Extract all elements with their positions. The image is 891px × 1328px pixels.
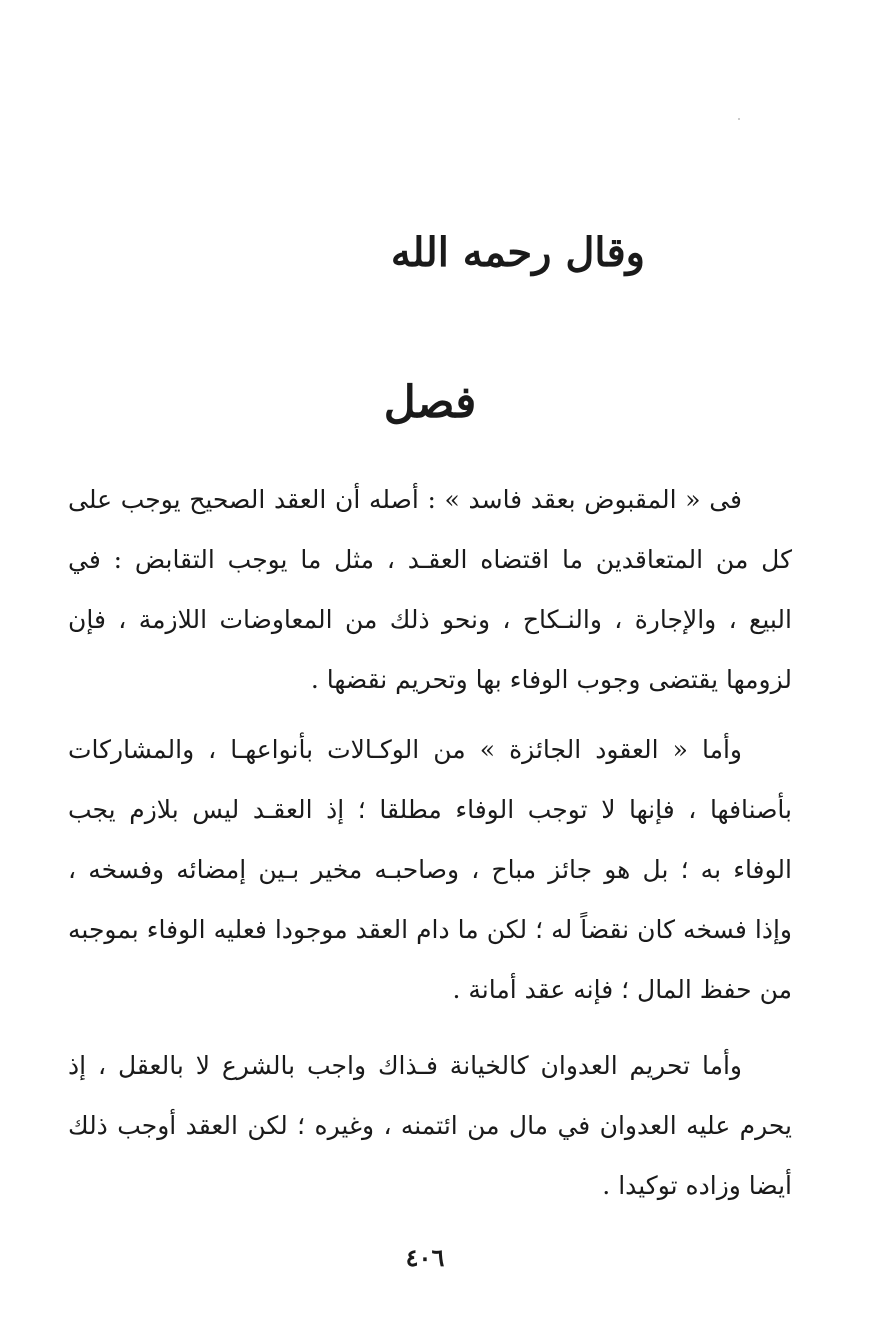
paragraph-line: كل من المتعاقدين ما اقتضاه العقـد ، مثل ما يوجب التقابض : في (68, 545, 792, 574)
scan-speck (738, 118, 740, 120)
paragraph-line: يحرم عليه العدوان في مال من ائتمنه ، وغيره ؛ لكن العقد أوجب ذلك (68, 1111, 792, 1140)
paragraph-line: بأصنافها ، فإنها لا توجب الوفاء مطلقا ؛ إذ العقـد ليس بلازم يجب (68, 795, 792, 824)
paragraph-line: أيضا وزاده توكيدا . (602, 1171, 792, 1200)
paragraph-line: وأما « العقود الجائزة » من الوكـالات بأنواعهـا ، والمشاركات (68, 735, 742, 764)
paragraph-line: لزومها يقتضى وجوب الوفاء بها وتحريم نقضها . (310, 665, 792, 694)
section-title-text: فصل (383, 377, 477, 428)
paragraph-3 (68, 1036, 792, 1216)
paragraph-line: وأما تحريم العدوان كالخيانة فـذاك واجب بالشرع لا بالعقل ، إذ (68, 1051, 742, 1080)
paragraph-line: وإذا فسخه كان نقضاً له ؛ لكن ما دام العقد موجودا فعليه الوفاء بموجبه (68, 915, 792, 944)
paragraph-2 (68, 720, 792, 1020)
paragraph-line: فى « المقبوض بعقد فاسد » : أصله أن العقد الصحيح يوجب على (68, 485, 742, 514)
section-title (330, 368, 530, 438)
page-number: ٤٠٦ (405, 1243, 445, 1272)
paragraph-1 (68, 470, 792, 710)
paragraph-line: البيع ، والإجارة ، والنـكاح ، ونحو ذلك من المعاوضات اللازمة ، فإن (68, 605, 792, 634)
chapter-heading: وقال رحمه الله (390, 229, 645, 276)
paragraph-line: من حفظ المال ؛ فإنه عقد أمانة . (452, 975, 792, 1004)
paragraph-line: الوفاء به ؛ بل هو جائز مباح ، وصاحبـه مخير بـين إمضائه وفسخه ، (68, 855, 792, 884)
